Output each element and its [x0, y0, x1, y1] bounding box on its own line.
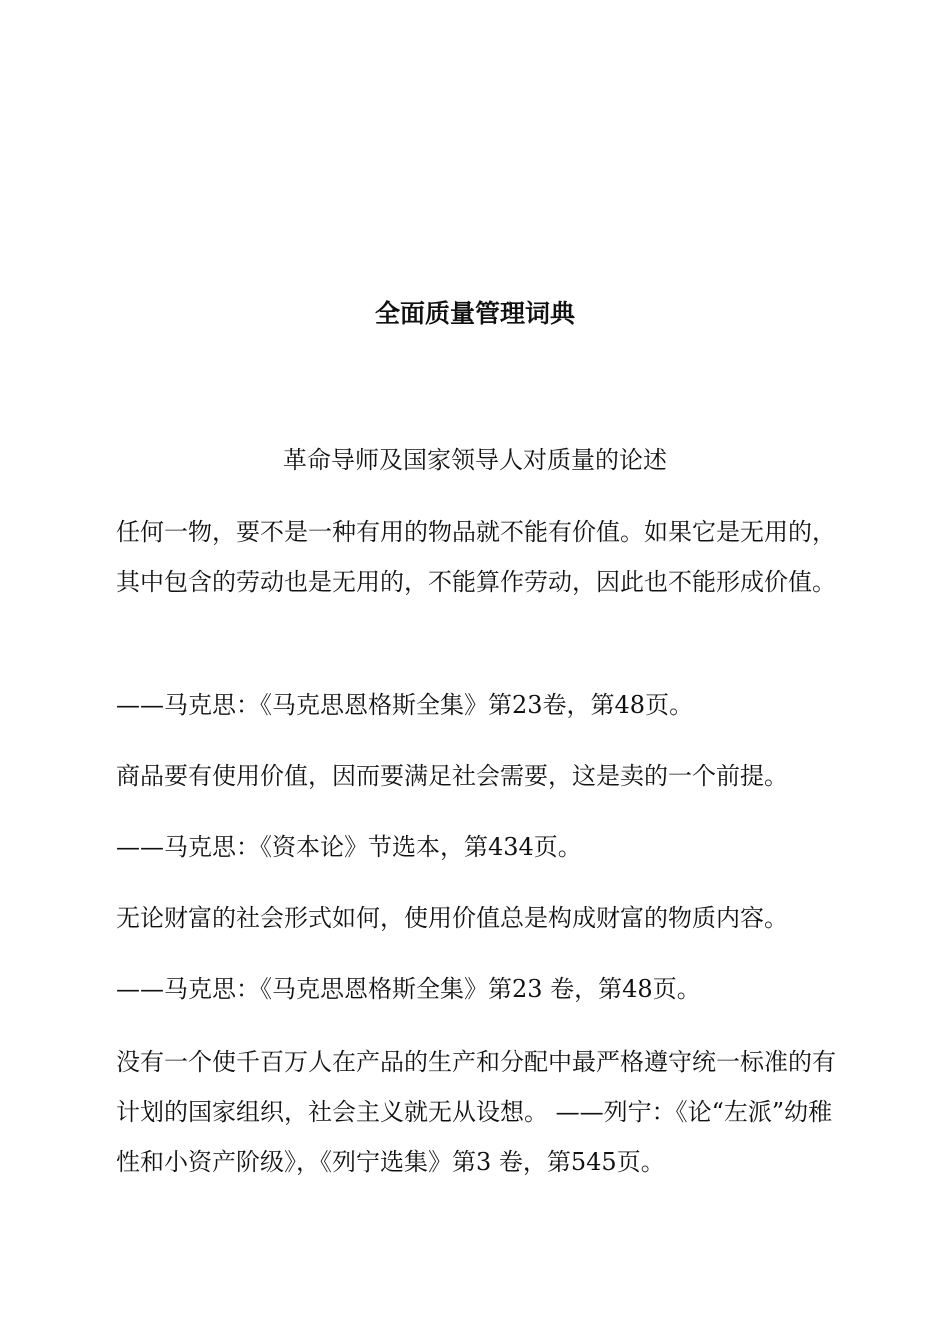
citation-1: ——马克思：《马克思恩格斯全集》第23卷，第48页。 — [116, 691, 694, 719]
citation-2: ——马克思：《资本论》节选本，第434页。 — [116, 833, 582, 861]
document-title: 全面质量管理词典 — [374, 299, 575, 328]
paragraph-3: 无论财富的社会形式如何，使用价值总是构成财富的物质内容。 — [116, 904, 788, 932]
citation-3: ——马克思：《马克思恩格斯全集》第23 卷，第48页。 — [116, 975, 701, 1003]
paragraph-2: 商品要有使用价值，因而要满足社会需要，这是卖的一个前提。 — [116, 762, 788, 790]
paragraph-1: 任何一物，要不是一种有用的物品就不能有价值。如果它是无用的，其中包含的劳动也是无用的，不能算作劳动，因此也不能形成价值。 — [116, 518, 836, 596]
document-subtitle: 革命导师及国家领导人对质量的论述 — [283, 446, 667, 474]
paragraph-4: 没有一个使千百万人在产品的生产和分配中最严格遵守统一标准的有计划的国家组织，社会主义就无从设想。 ——列宁：《论“左派”幼稚性和小资产阶级》，《列宁选集》第3 卷，第545页。 — [116, 1048, 836, 1176]
